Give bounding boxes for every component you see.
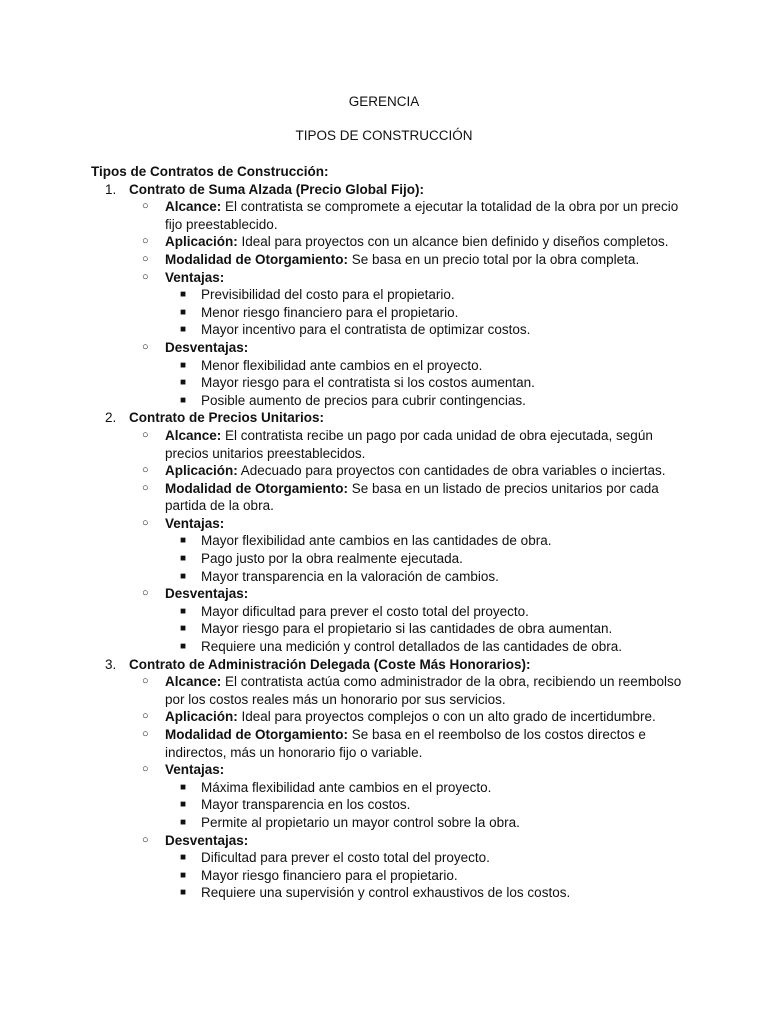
detail-label: Modalidad de Otorgamiento: bbox=[165, 480, 349, 496]
list-item bbox=[165, 620, 691, 638]
list-item-text: Pago justo por la obra realmente ejecutada. bbox=[201, 551, 463, 567]
circle-bullet-icon: ○ bbox=[142, 833, 149, 846]
section-heading: Tipos de Contratos de Construcción: bbox=[91, 164, 329, 179]
detail-label: Desventajas: bbox=[165, 832, 249, 848]
ventajas-list bbox=[165, 532, 691, 585]
detail-text: Se basa en un precio total por la obra completa. bbox=[348, 251, 640, 267]
circle-bullet-icon: ○ bbox=[142, 728, 149, 740]
document-body bbox=[91, 163, 691, 902]
list-item bbox=[165, 321, 691, 339]
detail-text: Adecuado para proyectos con cantidades de obra variables o inciertas. bbox=[237, 463, 666, 479]
detail-label: Aplicación: bbox=[165, 709, 238, 725]
square-bullet-icon: ■ bbox=[180, 324, 187, 336]
desventajas-list bbox=[165, 357, 691, 410]
square-bullet-icon: ■ bbox=[180, 623, 187, 635]
detail-text: Ideal para proyectos complejos o con un alto grado de incertidumbre. bbox=[237, 709, 656, 725]
square-bullet-icon: ■ bbox=[180, 394, 187, 406]
circle-bullet-icon: ○ bbox=[142, 710, 149, 723]
detail-desventajas bbox=[129, 832, 691, 902]
list-item-text: Mayor incentivo para el contratista de optimizar costos. bbox=[201, 322, 531, 338]
detail-label: Desventajas: bbox=[165, 339, 249, 355]
detail-text: El contratista se compromete a ejecutar la totalidad de la obra por un precio fijo preestablecido. bbox=[165, 199, 679, 232]
list-item bbox=[165, 392, 691, 410]
contract-number: 2. bbox=[105, 410, 117, 426]
detail-ventajas bbox=[129, 761, 691, 831]
square-bullet-icon: ■ bbox=[180, 553, 187, 565]
desventajas-list bbox=[165, 603, 691, 656]
detail-label: Alcance: bbox=[165, 427, 222, 443]
ventajas-list bbox=[165, 779, 691, 832]
list-item-text: Dificultad para prever el costo total del proyecto. bbox=[201, 850, 490, 866]
list-item-text: Requiere una medición y control detallados de las cantidades de obra. bbox=[201, 639, 623, 655]
square-bullet-icon: ■ bbox=[180, 359, 187, 371]
detail-label: Ventajas: bbox=[165, 762, 225, 778]
detail-modalidad bbox=[129, 480, 691, 515]
list-item bbox=[165, 638, 691, 656]
circle-bullet-icon: ○ bbox=[142, 464, 149, 477]
circle-bullet-icon: ○ bbox=[142, 340, 149, 353]
contract-details bbox=[129, 198, 691, 409]
square-bullet-icon: ■ bbox=[180, 289, 187, 301]
ventajas-list bbox=[165, 286, 691, 339]
detail-label: Desventajas: bbox=[165, 586, 249, 602]
detail-aplicacion bbox=[129, 462, 691, 480]
detail-text: Se basa en el reembolso de los costos directos e indirectos, más un honorario fijo o variable. bbox=[165, 727, 646, 760]
contract-item bbox=[91, 656, 691, 902]
list-item-text: Mayor dificultad para prever el costo total del proyecto. bbox=[201, 603, 529, 619]
contract-details bbox=[129, 673, 691, 902]
contract-number: 3. bbox=[105, 656, 117, 672]
list-item-text: Mayor transparencia en los costos. bbox=[201, 797, 411, 813]
square-bullet-icon: ■ bbox=[180, 641, 187, 653]
contract-list bbox=[91, 181, 691, 902]
detail-aplicacion bbox=[129, 233, 691, 251]
square-bullet-icon: ■ bbox=[180, 377, 187, 389]
list-item-text: Mayor riesgo para el propietario si las cantidades de obra aumentan. bbox=[201, 621, 613, 637]
circle-bullet-icon: ○ bbox=[142, 270, 149, 283]
desventajas-list bbox=[165, 849, 691, 902]
circle-bullet-icon: ○ bbox=[142, 675, 149, 688]
list-item bbox=[165, 814, 691, 832]
square-bullet-icon: ■ bbox=[180, 306, 187, 318]
circle-bullet-icon: ○ bbox=[142, 516, 149, 529]
circle-bullet-icon: ○ bbox=[142, 252, 149, 265]
detail-label: Modalidad de Otorgamiento: bbox=[165, 251, 349, 267]
list-item bbox=[165, 603, 691, 621]
square-bullet-icon: ■ bbox=[180, 781, 187, 793]
contract-title: Contrato de Administración Delegada (Coste Más Honorarios): bbox=[129, 656, 531, 672]
detail-text: El contratista actúa como administrador de la obra, recibiendo un reembolso por los costos reales más un honorario por sus servicios. bbox=[165, 674, 682, 707]
contract-number: 1. bbox=[105, 181, 117, 197]
list-item bbox=[165, 532, 691, 550]
contract-title: Contrato de Suma Alzada (Precio Global Fijo): bbox=[129, 181, 425, 197]
detail-label: Alcance: bbox=[165, 674, 222, 690]
circle-bullet-icon: ○ bbox=[142, 587, 149, 600]
list-item-text: Máxima flexibilidad ante cambios en el proyecto. bbox=[201, 779, 492, 795]
detail-label: Aplicación: bbox=[165, 234, 238, 250]
contract-item bbox=[91, 409, 691, 655]
detail-ventajas bbox=[129, 269, 691, 339]
list-item bbox=[165, 867, 691, 885]
detail-text: Se basa en un listado de precios unitarios por cada partida de la obra. bbox=[165, 480, 659, 514]
square-bullet-icon: ■ bbox=[180, 816, 187, 828]
list-item-text: Menor flexibilidad ante cambios en el proyecto. bbox=[201, 357, 483, 373]
list-item-text: Mayor riesgo financiero para el propietario. bbox=[201, 867, 458, 883]
list-item bbox=[165, 550, 691, 568]
detail-alcance bbox=[129, 198, 691, 233]
list-item-text: Menor riesgo financiero para el propietario. bbox=[201, 304, 459, 320]
square-bullet-icon: ■ bbox=[180, 605, 187, 617]
detail-ventajas bbox=[129, 515, 691, 585]
circle-bullet-icon: ○ bbox=[142, 428, 149, 441]
list-item bbox=[165, 304, 691, 322]
list-item-text: Mayor transparencia en la valoración de cambios. bbox=[201, 568, 499, 584]
detail-label: Modalidad de Otorgamiento: bbox=[165, 727, 349, 742]
list-item bbox=[165, 884, 691, 902]
list-item-text: Requiere una supervisión y control exhaustivos de los costos. bbox=[201, 885, 571, 901]
contract-details bbox=[129, 427, 691, 656]
detail-label: Alcance: bbox=[165, 199, 222, 215]
list-item bbox=[165, 286, 691, 304]
square-bullet-icon: ■ bbox=[180, 799, 187, 811]
circle-bullet-icon: ○ bbox=[142, 200, 149, 213]
document-subtitle: TIPOS DE CONSTRUCCIÓN bbox=[295, 128, 473, 143]
detail-desventajas bbox=[129, 339, 691, 409]
detail-label: Ventajas: bbox=[165, 269, 225, 285]
detail-modalidad bbox=[129, 726, 691, 761]
square-bullet-icon: ■ bbox=[180, 852, 187, 864]
document-title: GERENCIA bbox=[348, 94, 420, 109]
contract-title: Contrato de Precios Unitarios: bbox=[129, 410, 325, 426]
detail-desventajas bbox=[129, 585, 691, 655]
list-item bbox=[165, 796, 691, 814]
detail-alcance bbox=[129, 673, 691, 708]
list-item bbox=[165, 357, 691, 375]
detail-text: El contratista recibe un pago por cada unidad de obra ejecutada, según precios unitarios preestablecidos. bbox=[165, 427, 653, 461]
list-item bbox=[165, 849, 691, 867]
detail-aplicacion bbox=[129, 708, 691, 726]
square-bullet-icon: ■ bbox=[180, 570, 187, 582]
square-bullet-icon: ■ bbox=[180, 887, 187, 899]
list-item-text: Mayor riesgo para el contratista si los costos aumentan. bbox=[201, 375, 535, 391]
list-item bbox=[165, 779, 691, 797]
circle-bullet-icon: ○ bbox=[142, 763, 149, 776]
circle-bullet-icon: ○ bbox=[142, 235, 149, 248]
circle-bullet-icon: ○ bbox=[142, 481, 149, 494]
list-item-text: Mayor flexibilidad ante cambios en las cantidades de obra. bbox=[201, 533, 552, 549]
square-bullet-icon: ■ bbox=[180, 535, 187, 547]
detail-alcance bbox=[129, 427, 691, 462]
list-item-text: Previsibilidad del costo para el propietario. bbox=[201, 287, 455, 303]
detail-label: Aplicación: bbox=[165, 463, 238, 479]
square-bullet-icon: ■ bbox=[180, 869, 187, 881]
detail-text: Ideal para proyectos con un alcance bien definido y diseños completos. bbox=[237, 234, 669, 250]
list-item-text: Permite al propietario un mayor control sobre la obra. bbox=[201, 814, 520, 830]
contract-item bbox=[91, 181, 691, 410]
detail-modalidad bbox=[129, 251, 691, 269]
detail-label: Ventajas: bbox=[165, 515, 225, 531]
list-item bbox=[165, 374, 691, 392]
list-item-text: Posible aumento de precios para cubrir contingencias. bbox=[201, 392, 526, 408]
list-item bbox=[165, 568, 691, 586]
